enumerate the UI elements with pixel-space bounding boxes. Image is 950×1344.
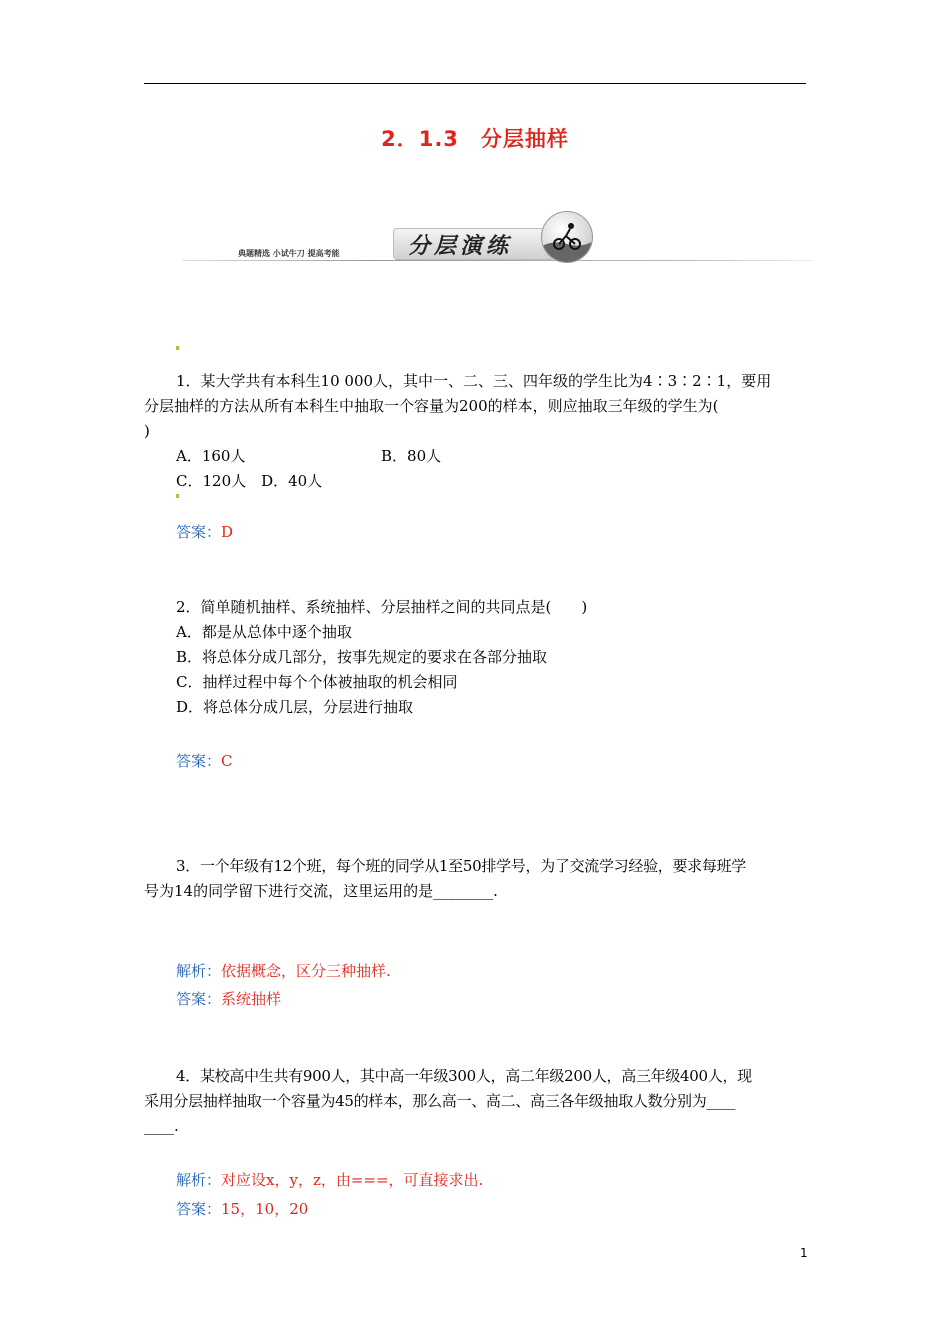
q4-line3: ____. bbox=[144, 1117, 179, 1135]
header-rule bbox=[144, 83, 806, 84]
q1-option-a: A．160人 bbox=[176, 447, 246, 465]
q4-analysis bbox=[176, 1170, 483, 1190]
answer-value: 系统抽样 bbox=[221, 990, 282, 1008]
answer-value: D bbox=[221, 523, 234, 541]
q3-answer bbox=[176, 989, 281, 1009]
q1-option-b: B．80人 bbox=[381, 447, 442, 465]
q3-analysis bbox=[176, 961, 391, 981]
q1-line3: ) bbox=[144, 422, 150, 440]
q1-answer bbox=[176, 522, 233, 542]
q2-option-a: A．都是从总体中逐个抽取 bbox=[176, 623, 352, 641]
marker-dot bbox=[176, 346, 179, 350]
analysis-label: 解析： bbox=[176, 1171, 222, 1189]
answer-label: 答案： bbox=[176, 1200, 222, 1218]
answer-label: 答案： bbox=[176, 752, 222, 770]
marker-dot bbox=[176, 494, 179, 498]
q3-line1: 3．一个年级有12个班，每个班的同学从1至50排学号，为了交流学习经验，要求每班学 bbox=[176, 857, 746, 875]
q4-answer bbox=[176, 1199, 308, 1219]
q2-answer bbox=[176, 751, 233, 771]
q2-stem: 2．简单随机抽样、系统抽样、分层抽样之间的共同点是( ) bbox=[176, 598, 588, 616]
answer-label: 答案： bbox=[176, 523, 222, 541]
analysis-label: 解析： bbox=[176, 962, 222, 980]
q2-option-c: C．抽样过程中每个个体被抽取的机会相同 bbox=[176, 673, 458, 691]
q1-line2: 分层抽样的方法从所有本科生中抽取一个容量为200的样本，则应抽取三年级的学生为( bbox=[144, 397, 719, 415]
banner-tagline: 典题精选 小试牛刀 提高考能 bbox=[238, 248, 340, 258]
page-title: 2．1.3 分层抽样 bbox=[381, 127, 569, 151]
q3-line2: 号为14的同学留下进行交流，这里运用的是________. bbox=[144, 882, 498, 900]
banner-title: 分层演练 bbox=[408, 233, 513, 259]
q2-option-b: B．将总体分成几部分，按事先规定的要求在各部分抽取 bbox=[176, 648, 548, 666]
cyclist-icon bbox=[541, 211, 593, 263]
analysis-text: 依据概念，区分三种抽样. bbox=[221, 962, 391, 980]
answer-label: 答案： bbox=[176, 990, 222, 1008]
q1-option-cd: C．120人 D．40人 bbox=[176, 472, 323, 490]
answer-value: 15，10，20 bbox=[221, 1200, 309, 1218]
q1-line1: 1．某大学共有本科生10 000人，其中一、二、三、四年级的学生比为4∶3∶2∶1，要用 bbox=[176, 372, 772, 390]
answer-value: C bbox=[221, 752, 233, 770]
q4-line1: 4．某校高中生共有900人，其中高一年级300人，高二年级200人，高三年级400人，现 bbox=[176, 1067, 752, 1085]
q4-line2: 采用分层抽样抽取一个容量为45的样本，那么高一、高二、高三各年级抽取人数分别为____ bbox=[144, 1092, 736, 1110]
banner-underline bbox=[183, 260, 813, 261]
q2-option-d: D．将总体分成几层，分层进行抽取 bbox=[176, 698, 414, 716]
section-banner bbox=[183, 208, 813, 268]
analysis-text: 对应设x，y，z，由===，可直接求出. bbox=[221, 1171, 484, 1189]
page-number: 1 bbox=[800, 1246, 808, 1260]
